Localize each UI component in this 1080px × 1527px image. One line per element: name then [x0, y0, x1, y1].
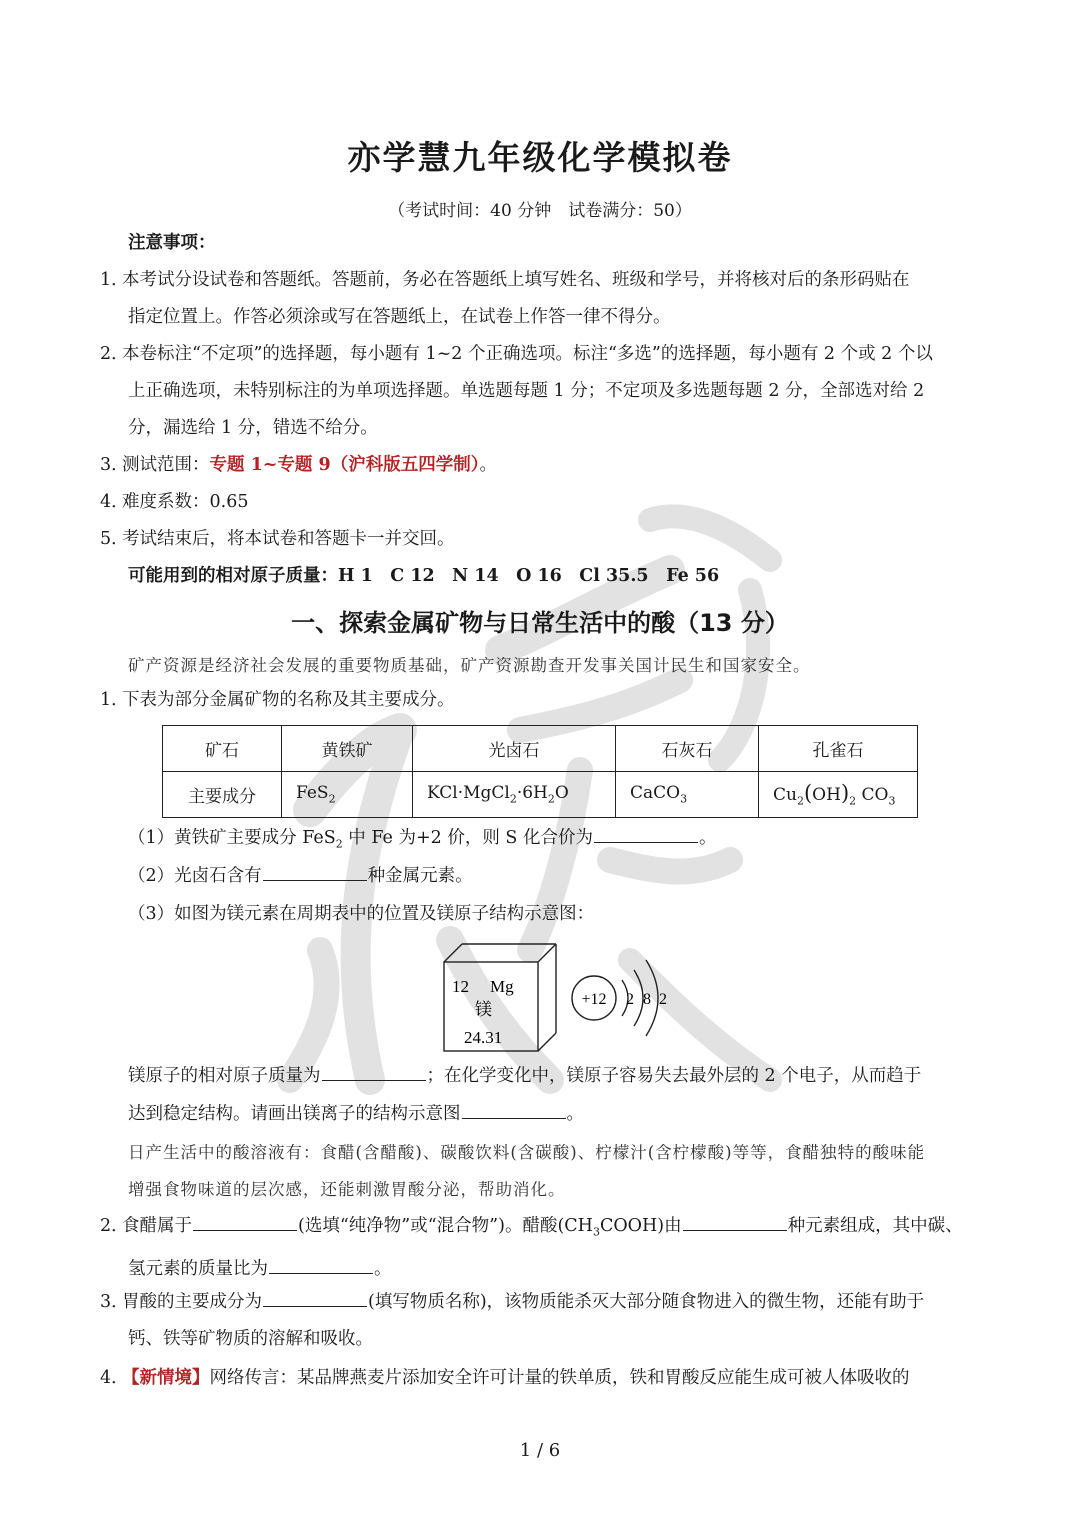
element-cell-diagram — [440, 940, 560, 1055]
acid-intro-line-1: 日产生活中的酸溶液有：食醋(含醋酸)、碳酸饮料(含碳酸)、柠檬汁(含柠檬酸)等等，食醋独特的酸味能 — [128, 1143, 926, 1162]
notice-item-4: 4．难度系数：0.65 — [100, 492, 249, 512]
formula-malachite: $Cu_2(OH)_2$ $CO_3$ — [759, 772, 918, 818]
test-scope: 专题 1~专题 9（沪科版五四学制） — [209, 455, 480, 475]
answer-blank[interactable] — [322, 1064, 426, 1081]
atomic-number: 12 — [452, 977, 469, 996]
shell-electrons: 2 — [626, 991, 634, 1008]
atomic-masses: 可能用到的相对原子质量：H 1 C 12 N 14 O 16 Cl 35.5 Fe 56 — [128, 566, 720, 586]
question-4: 4．【新情境】网络传言：某品牌燕麦片添加安全许可计量的铁单质，铁和胃酸反应能生成可被人体吸收的 — [100, 1368, 910, 1388]
nucleus-charge: +12 — [581, 991, 607, 1008]
section-title: 一、探索金属矿物与日常生活中的酸（13 分） — [291, 609, 789, 637]
formula-fes2: FeS$_2$ — [282, 772, 413, 818]
shell-electrons: 8 — [643, 991, 651, 1008]
table-cell: 矿石 — [163, 726, 282, 772]
table-row — [163, 772, 918, 818]
formula-caco3: CaCO$_3$ — [616, 772, 759, 818]
answer-blank[interactable] — [594, 826, 698, 843]
shell-electrons: 2 — [659, 991, 667, 1008]
element-name: 镁 — [475, 1000, 492, 1020]
section-intro: 矿产资源是经济社会发展的重要物质基础，矿产资源勘查开发事关国计民生和国家安全。 — [128, 656, 811, 675]
atom-structure-diagram — [566, 942, 676, 1052]
table-cell: 主要成分 — [163, 772, 282, 818]
answer-blank[interactable] — [193, 1214, 297, 1231]
page-title: 亦学慧九年级化学模拟卷 — [347, 138, 733, 177]
notice-item-2: 2．本卷标注“不定项”的选择题，每小题有 1~2 个正确选项。标注“多选”的选择题，每小题有 2 个或 2 个以 上正确选项，未特别标注的为单项选择题。单选题每题 1 分；不定项及多选题每题 2 分，全部选对给 2 分，漏选给 1 分，错选不给分。 — [100, 344, 933, 438]
table-cell: 光卤石 — [413, 726, 616, 772]
formula-carnallite: $KCl\cdot MgCl_2\cdot 6H_2O$ — [413, 772, 616, 818]
answer-blank[interactable] — [462, 1102, 566, 1119]
mineral-table — [162, 725, 918, 818]
question-1-followup-2: 达到稳定结构。请画出镁离子的结构示意图 。 — [128, 1104, 584, 1124]
question-1-part-2: （2）光卤石含有 种金属元素。 — [128, 866, 473, 886]
notice-item-5: 5．考试结束后，将本试卷和答题卡一并交回。 — [100, 529, 455, 549]
table-row — [163, 726, 918, 772]
answer-blank[interactable] — [269, 1257, 373, 1274]
question-1-part-3: （3）如图为镁元素在周期表中的位置及镁原子结构示意图： — [128, 904, 595, 924]
notice-item-3: 3．测试范围：专题 1~专题 9（沪科版五四学制）。 — [100, 455, 497, 475]
table-cell: 孔雀石 — [759, 726, 918, 772]
page-number: 1 / 6 — [519, 1440, 561, 1461]
question-1-stem: 1．下表为部分金属矿物的名称及其主要成分。 — [100, 690, 455, 710]
new-context-tag: 【新情境】 — [122, 1368, 210, 1388]
question-2: 2．食醋属于 (选填“纯净物”或“混合物”)。醋酸$(CH_3COOH)$由 种元素组成，其中碳、 氢元素的质量比为 。 — [100, 1216, 963, 1279]
answer-blank[interactable] — [263, 864, 367, 881]
exam-info: （考试时间：40 分钟 试卷满分：50） — [388, 201, 692, 221]
acid-intro-line-2: 增强食物味道的层次感，还能刺激胃酸分泌，帮助消化。 — [128, 1180, 566, 1199]
atomic-mass: 24.31 — [464, 1028, 503, 1047]
question-3: 3．胃酸的主要成分为 (填写物质名称)，该物质能杀灭大部分随食物进入的微生物，还能有助于 钙、铁等矿物质的溶解和吸收。 — [100, 1292, 925, 1349]
answer-blank[interactable] — [263, 1290, 367, 1307]
answer-blank[interactable] — [683, 1214, 787, 1231]
notice-item-1: 1．本考试分设试卷和答题纸。答题前，务必在答题纸上填写姓名、班级和学号，并将核对后的条形码贴在 指定位置上。作答必须涂或写在答题纸上，在试卷上作答一律不得分。 — [100, 270, 910, 327]
question-1-part-1: （1）黄铁矿主要成分 FeS$_2$ 中 Fe 为+2 价，则 S 化合价为 。 — [128, 828, 717, 851]
table-cell: 黄铁矿 — [282, 726, 413, 772]
table-cell: 石灰石 — [616, 726, 759, 772]
notice-heading: 注意事项： — [128, 233, 216, 253]
question-1-followup: 镁原子的相对原子质量为 ；在化学变化中，镁原子容易失去最外层的 2 个电子，从而趋于 — [128, 1066, 922, 1086]
element-symbol: Mg — [490, 977, 514, 996]
